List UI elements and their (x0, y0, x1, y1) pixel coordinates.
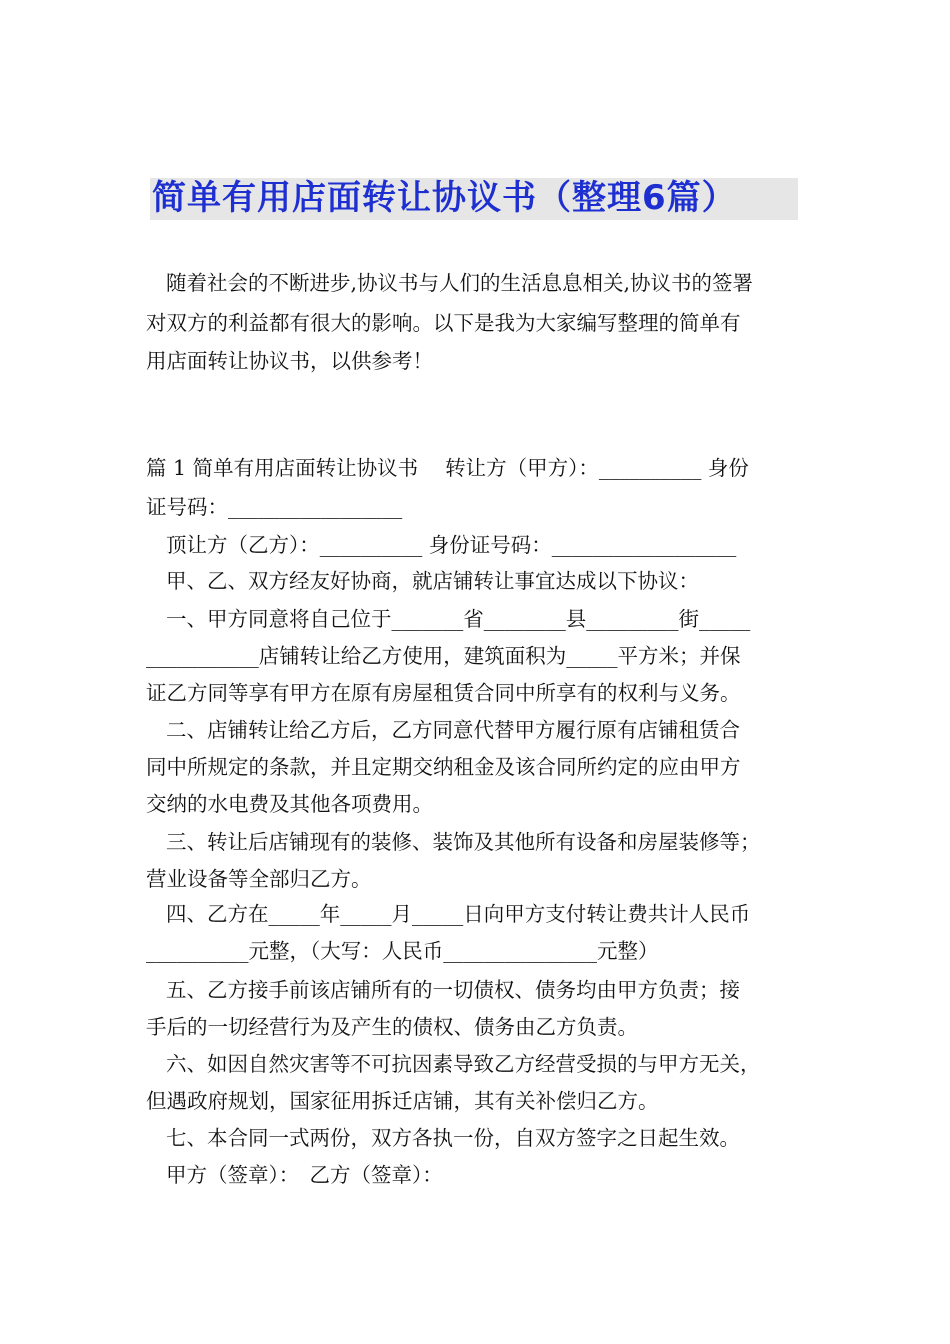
body-line: 顶让方（乙方）：__________ 身份证号码：__________________ (166, 533, 737, 557)
body-line: 二、店铺转让给乙方后，乙方同意代替甲方履行原有店铺租赁合 (166, 718, 740, 742)
body-line: 手后的一切经营行为及产生的债权、债务由乙方负责。 (146, 1015, 638, 1039)
body-line: 一、甲方同意将自己位于_______省________县_________街_____ (166, 607, 751, 631)
intro-line-1: 随着社会的不断进步,协议书与人们的生活息息相关,协议书的签署 (166, 271, 754, 295)
document-title: 简单有用店面转让协议书（整理6篇） (152, 178, 737, 218)
body-line: 七、本合同一式两份，双方各执一份，自双方签字之日起生效。 (166, 1126, 740, 1150)
signature-line: 甲方（签章）： 乙方（签章）： (166, 1163, 443, 1187)
body-line: __________元整，（大写：人民币_______________元整） (146, 939, 659, 963)
section-heading-line: 篇 1 简单有用店面转让协议书 转让方（甲方）：__________ 身份 (146, 456, 749, 480)
body-line: 交纳的水电费及其他各项费用。 (146, 792, 433, 816)
body-line: 甲、乙、双方经友好协商，就店铺转让事宜达成以下协议： (166, 569, 699, 593)
body-line: 证乙方同等享有甲方在原有房屋租赁合同中所享有的权利与义务。 (146, 681, 741, 705)
intro-line-2: 对双方的利益都有很大的影响。以下是我为大家编写整理的简单有 (146, 311, 741, 335)
intro-line-3: 用店面转让协议书，以供参考！ (146, 349, 433, 373)
body-line: ___________店铺转让给乙方使用，建筑面积为_____平方米；并保 (146, 644, 741, 668)
body-line: 同中所规定的条款，并且定期交纳租金及该合同所约定的应由甲方 (146, 755, 741, 779)
body-line: 但遇政府规划，国家征用拆迁店铺，其有关补偿归乙方。 (146, 1089, 659, 1113)
body-line: 四、乙方在_____年_____月_____日向甲方支付转让费共计人民币 (166, 902, 751, 926)
body-line: 营业设备等全部归乙方。 (146, 867, 372, 891)
body-line: 五、乙方接手前该店铺所有的一切债权、债务均由甲方负责；接 (166, 978, 740, 1002)
body-line: 证号码：_________________ (146, 495, 403, 519)
body-line: 三、转让后店铺现有的装修、装饰及其他所有设备和房屋装修等； (166, 830, 761, 854)
body-line: 六、如因自然灾害等不可抗因素导致乙方经营受损的与甲方无关， (166, 1052, 761, 1076)
